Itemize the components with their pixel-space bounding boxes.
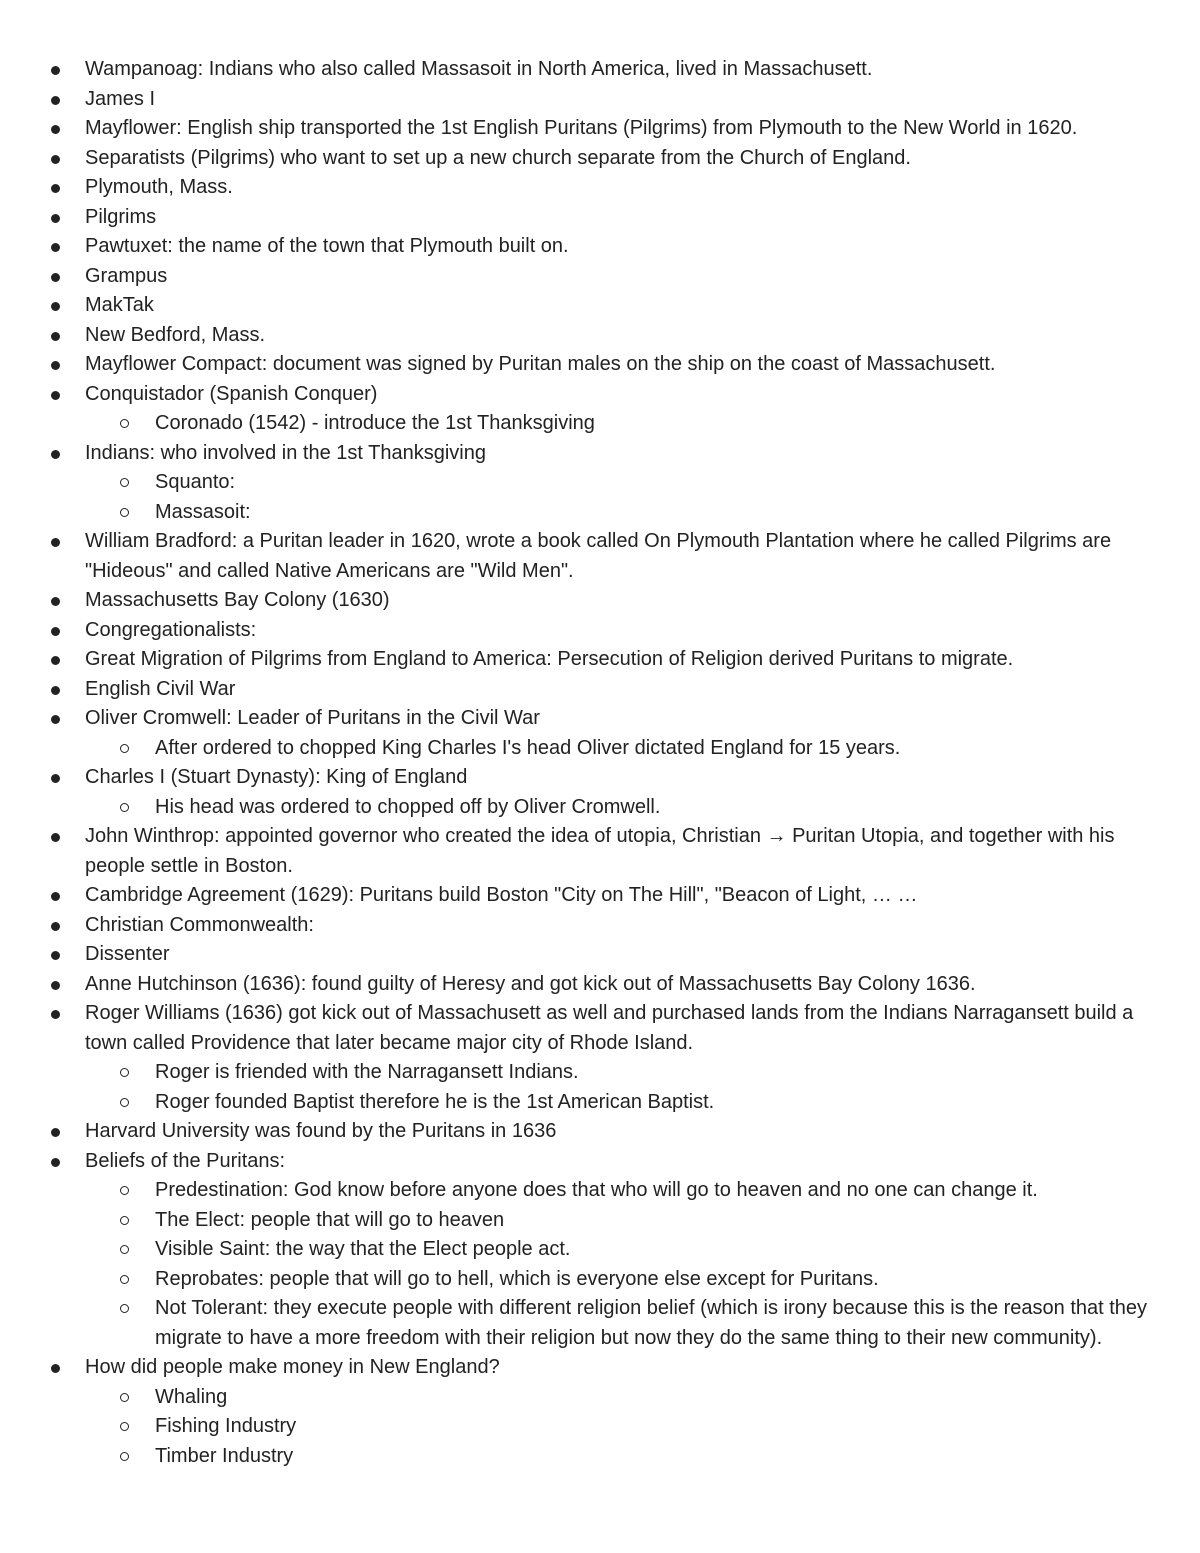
bullet-circle-icon: [120, 1422, 129, 1431]
list-item: [0, 1117, 1200, 1147]
sub-list-item: [0, 734, 1200, 764]
list-item-text: MakTak: [85, 294, 154, 316]
list-item-text: Roger is friended with the Narragansett Indians.: [155, 1061, 579, 1083]
bullet-disc-icon: [51, 715, 60, 724]
list-item-text: Anne Hutchinson (1636): found guilty of Heresy and got kick out of Massachusetts Bay Colony 1636.: [85, 972, 976, 995]
list-item: [0, 911, 1200, 941]
list-item-text: Oliver Cromwell: Leader of Puritans in the Civil War: [85, 707, 540, 729]
sub-list-item: [0, 1383, 1200, 1413]
bullet-disc-icon: [51, 981, 60, 990]
list-item: [0, 586, 1200, 616]
sub-list-item: [0, 409, 1200, 439]
bullet-circle-icon: [120, 1452, 129, 1461]
sub-list-item: [0, 1265, 1200, 1295]
bullet-circle-icon: [120, 478, 129, 487]
bullet-disc-icon: [51, 391, 60, 400]
list-item: [0, 999, 1200, 1058]
sub-list-item: [0, 1412, 1200, 1442]
list-item-text: Massasoit:: [155, 500, 251, 523]
list-item-text: Roger founded Baptist therefore he is the 1st American Baptist.: [155, 1090, 715, 1113]
bullet-disc-icon: [51, 243, 60, 252]
bullet-disc-icon: [51, 597, 60, 606]
bullet-disc-icon: [51, 1010, 60, 1019]
list-item-text: Dissenter: [85, 943, 170, 965]
list-item: [0, 203, 1200, 233]
sub-list-item: [0, 498, 1200, 528]
list-item-text: Reprobates: people that will go to hell, which is everyone else except for Puritans.: [155, 1267, 879, 1290]
list-item: [0, 321, 1200, 351]
list-item-text: New Bedford, Mass.: [85, 323, 266, 346]
bullet-circle-icon: [120, 508, 129, 517]
list-item: [0, 173, 1200, 203]
bullet-circle-icon: [120, 1245, 129, 1254]
bullet-disc-icon: [51, 302, 60, 311]
list-item-text: Christian Commonwealth:: [85, 913, 314, 936]
list-item: [0, 55, 1200, 85]
list-item-text: Cambridge Agreement (1629): Puritans build Boston "City on The Hill", "Beacon of Light, … …: [85, 884, 918, 906]
list-item: [0, 380, 1200, 410]
bullet-disc-icon: [51, 96, 60, 105]
bullet-disc-icon: [51, 361, 60, 370]
list-item: [0, 1147, 1200, 1177]
bullet-disc-icon: [51, 627, 60, 636]
list-item-text: Plymouth, Mass.: [85, 176, 233, 198]
list-item: [0, 763, 1200, 793]
bullet-circle-icon: [120, 1393, 129, 1402]
bullet-circle-icon: [120, 1304, 129, 1313]
bullet-disc-icon: [51, 656, 60, 665]
list-item: [0, 616, 1200, 646]
sub-list-item: [0, 1442, 1200, 1472]
notes-document: [0, 55, 1200, 1471]
list-item-text: Grampus: [85, 264, 168, 287]
bullet-disc-icon: [51, 833, 60, 842]
list-item-text: Congregationalists:: [85, 618, 257, 641]
list-item-text: Massachusetts Bay Colony (1630): [85, 589, 390, 611]
bullet-circle-icon: [120, 1186, 129, 1195]
list-item-text: Pilgrims: [85, 205, 157, 228]
list-item-text: Not Tolerant: they execute people with different religion belief (which is irony because this is the reason that they migrate to have a more freedom with their religion but now they do the same thing to their new community).: [155, 1297, 1148, 1349]
bullet-circle-icon: [120, 1275, 129, 1284]
list-item: [0, 291, 1200, 321]
bullet-disc-icon: [51, 273, 60, 282]
list-item: [0, 881, 1200, 911]
list-item-text: John Winthrop: appointed governor who created the idea of utopia, Christian → Puritan Utopia, and together with his people settle in Boston.: [85, 825, 1115, 877]
list-item: [0, 970, 1200, 1000]
list-item-text: Wampanoag: Indians who also called Massasoit in North America, lived in Massachusett.: [85, 58, 873, 80]
bullet-disc-icon: [51, 951, 60, 960]
list-item-text: Great Migration of Pilgrims from England to America: Persecution of Religion derived Puritans to migrate.: [85, 648, 1014, 670]
bullet-disc-icon: [51, 184, 60, 193]
bullet-disc-icon: [51, 686, 60, 695]
list-item-text: After ordered to chopped King Charles I's head Oliver dictated England for 15 years.: [155, 736, 901, 759]
sub-list-item: [0, 1088, 1200, 1118]
bullet-disc-icon: [51, 1158, 60, 1167]
list-item: [0, 350, 1200, 380]
list-item: [0, 144, 1200, 174]
list-item-text: How did people make money in New England?: [85, 1356, 500, 1378]
list-item-text: Mayflower Compact: document was signed by Puritan males on the ship on the coast of Massachusett.: [85, 353, 996, 375]
list-item: [0, 1353, 1200, 1383]
list-item: [0, 704, 1200, 734]
sub-list-item: [0, 1206, 1200, 1236]
bullet-disc-icon: [51, 450, 60, 459]
list-item: [0, 114, 1200, 144]
list-item-text: Indians: who involved in the 1st Thanksgiving: [85, 441, 486, 464]
list-item: [0, 85, 1200, 115]
sub-list-item: [0, 793, 1200, 823]
list-item-text: Mayflower: English ship transported the 1st English Puritans (Pilgrims) from Plymouth to the New World in 1620.: [85, 117, 1078, 139]
list-item: [0, 232, 1200, 262]
list-item-text: William Bradford: a Puritan leader in 1620, wrote a book called On Plymouth Plantation where he called Pilgrims are "Hideous" and called Native Americans are "Wild Men".: [85, 530, 1112, 582]
bullet-disc-icon: [51, 892, 60, 901]
bullet-circle-icon: [120, 803, 129, 812]
bullet-disc-icon: [51, 922, 60, 931]
bullet-disc-icon: [51, 66, 60, 75]
bullet-disc-icon: [51, 125, 60, 134]
list-item: [0, 822, 1200, 881]
bullet-disc-icon: [51, 1128, 60, 1137]
bullet-disc-icon: [51, 332, 60, 341]
sub-list-item: [0, 468, 1200, 498]
list-item-text: Timber Industry: [155, 1444, 294, 1467]
list-item: [0, 262, 1200, 292]
bullet-circle-icon: [120, 1216, 129, 1225]
list-item: [0, 439, 1200, 469]
bullet-disc-icon: [51, 155, 60, 164]
sub-list-item: [0, 1294, 1200, 1353]
bullet-disc-icon: [51, 774, 60, 783]
list-item-text: Separatists (Pilgrims) who want to set up a new church separate from the Church of England.: [85, 146, 911, 169]
sub-list-item: [0, 1235, 1200, 1265]
list-item-text: Fishing Industry: [155, 1415, 297, 1437]
list-item: [0, 675, 1200, 705]
bullet-circle-icon: [120, 1068, 129, 1077]
list-item-text: English Civil War: [85, 677, 236, 700]
bullet-disc-icon: [51, 214, 60, 223]
list-item: [0, 527, 1200, 586]
list-item-text: The Elect: people that will go to heaven: [155, 1208, 505, 1231]
bullet-circle-icon: [120, 419, 129, 428]
list-item-text: Harvard University was found by the Puritans in 1636: [85, 1120, 557, 1142]
list-item: [0, 940, 1200, 970]
bullet-disc-icon: [51, 1364, 60, 1373]
list-item: [0, 645, 1200, 675]
sub-list-item: [0, 1058, 1200, 1088]
list-item-text: Squanto:: [155, 471, 236, 493]
list-item-text: Charles I (Stuart Dynasty): King of England: [85, 766, 468, 788]
list-item-text: Conquistador (Spanish Conquer): [85, 382, 378, 405]
list-item-text: Whaling: [155, 1385, 228, 1408]
list-item-text: Coronado (1542) - introduce the 1st Thanksgiving: [155, 412, 595, 434]
list-item-text: Beliefs of the Puritans:: [85, 1149, 286, 1172]
list-item-text: Predestination: God know before anyone does that who will go to heaven and no one can change it.: [155, 1179, 1038, 1201]
list-item-text: Visible Saint: the way that the Elect people act.: [155, 1238, 571, 1260]
sub-list-item: [0, 1176, 1200, 1206]
list-item-text: His head was ordered to chopped off by Oliver Cromwell.: [155, 795, 661, 818]
bullet-circle-icon: [120, 744, 129, 753]
list-item-text: Pawtuxet: the name of the town that Plymouth built on.: [85, 235, 569, 257]
bullet-circle-icon: [120, 1098, 129, 1107]
bullet-disc-icon: [51, 538, 60, 547]
list-item-text: Roger Williams (1636) got kick out of Massachusett as well and purchased lands from the Indians Narragansett build a town called Providence that later became major city of Rhode Island.: [85, 1002, 1134, 1054]
list-item-text: James I: [85, 87, 156, 110]
